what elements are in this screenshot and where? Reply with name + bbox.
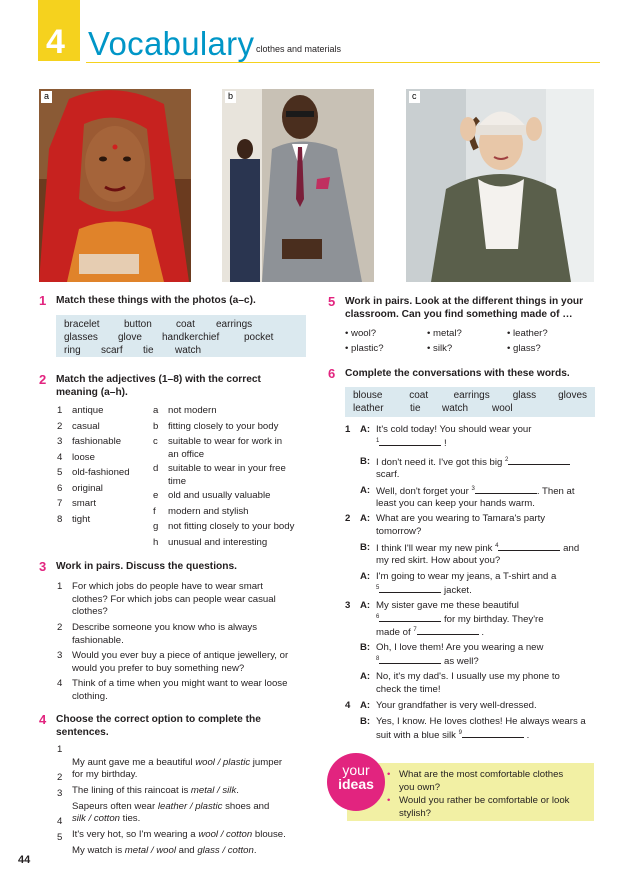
word-row (64, 344, 298, 357)
line: No, it's my dad's. I usually use my phone to (376, 671, 560, 682)
sentence-text: and (175, 844, 198, 856)
speaker-a: A: (360, 700, 371, 711)
page-title: Vocabulary (88, 25, 255, 62)
line: I'm going to wear my jeans, a T-shirt and a (376, 571, 557, 582)
answer-gap[interactable] (379, 437, 441, 446)
gap-number: 2 (505, 456, 509, 463)
question (72, 678, 287, 703)
gap-number: 7 (413, 626, 417, 633)
bullet-icon: • (427, 328, 431, 339)
meaning: suitable to wear in your free (168, 463, 286, 474)
exercise-number: 3 (39, 559, 47, 574)
option-choice: metal / wool (124, 844, 176, 856)
line: Yes, I know. He loves clothes! He always wears a (376, 716, 586, 727)
line-text: as well? (441, 656, 479, 667)
gap-number: 5 (376, 584, 380, 591)
question-line: Would you rather be comfortable or look (399, 795, 570, 806)
instruction-line: Match the adjectives (1–8) with the correct (56, 374, 261, 385)
word-row (64, 331, 298, 344)
word-box-6 (345, 387, 595, 417)
word: scarf (101, 345, 123, 356)
woman-red-scarf-photo (39, 89, 191, 282)
adjective: casual (72, 421, 100, 432)
option-choice: silk / cotton (72, 813, 120, 825)
sentence-text: The lining of this raincoat is (72, 784, 191, 796)
line (376, 456, 570, 470)
speaker-b: B: (360, 716, 371, 727)
line (376, 655, 479, 669)
speaker-b: B: (360, 642, 371, 653)
item-letter: d (153, 463, 159, 474)
bullet-icon: • (345, 343, 349, 354)
sentence-text: My watch is (72, 844, 125, 856)
word: button (124, 319, 152, 330)
sentence (72, 785, 239, 798)
item-number: 2 (57, 622, 63, 633)
item-number: 4 (57, 452, 63, 463)
item-letter: c (153, 436, 158, 447)
gap-number: 4 (495, 542, 499, 549)
item-letter: f (153, 506, 156, 517)
speaker-a: A: (360, 600, 371, 611)
woman-winter-hat-photo (406, 89, 594, 282)
item-number: 6 (57, 483, 63, 494)
word: blouse (353, 390, 383, 401)
line (376, 613, 544, 627)
item-number: 7 (57, 498, 63, 509)
adjective: smart (72, 498, 96, 509)
line-text: Well, don't forget your (376, 486, 472, 497)
item-number: 4 (57, 816, 63, 827)
item-number: 1 (57, 405, 63, 416)
exercise-number: 5 (328, 294, 336, 309)
unit-number: 4 (46, 23, 65, 61)
line-text: . (478, 627, 485, 638)
speaker-a: A: (360, 571, 371, 582)
line: Your grandfather is very well-dressed. (376, 700, 537, 711)
exercise-instruction: Work in pairs. Discuss the questions. (56, 561, 237, 572)
material: plastic? (351, 343, 384, 354)
word: ring (64, 345, 81, 356)
word: watch (442, 403, 469, 414)
badge-line: ideas (338, 776, 374, 792)
line: Oh, I love them! Are you wearing a new (376, 642, 544, 653)
instruction-line: meaning (a–h). (56, 387, 128, 399)
question-line: would you prefer to buy something new? (72, 662, 245, 674)
line (376, 485, 575, 499)
word: coat (176, 319, 195, 330)
answer-gap[interactable] (417, 626, 479, 635)
line-text: suit with a blue silk (376, 730, 459, 741)
word: earrings (453, 390, 490, 401)
exercise-instruction: Match these things with the photos (a–c). (56, 295, 256, 306)
bullet-icon: • (427, 343, 431, 354)
line-text: for my birthday. They're (441, 614, 544, 625)
exercise-number: 4 (39, 712, 47, 727)
sentence-text: blouse. (252, 828, 286, 840)
question-text (399, 795, 569, 820)
question (72, 650, 288, 675)
answer-gap[interactable] (379, 584, 441, 593)
photo-c-letter: c (409, 91, 420, 103)
conversation-number: 2 (345, 513, 351, 524)
word: tie (410, 403, 421, 414)
exercise-number: 1 (39, 293, 47, 308)
instruction-line: Work in pairs. Look at the different things in your (345, 296, 584, 307)
conversation-number: 1 (345, 424, 351, 435)
sentence-text: ties. (120, 813, 141, 825)
word: glass (512, 390, 537, 401)
sentence-text: Sapeurs often wear (72, 800, 158, 812)
meaning: unusual and interesting (168, 537, 268, 548)
question-line: clothes? (72, 606, 108, 618)
material: glass? (513, 343, 541, 354)
speaker-a: A: (360, 424, 371, 435)
exercise-instruction (56, 713, 261, 740)
your-ideas-badge (327, 753, 385, 811)
adjective: fashionable (72, 436, 122, 447)
gap-number: 8 (376, 655, 380, 662)
adjective: antique (72, 405, 104, 416)
page-subtitle: clothes and materials (256, 44, 342, 54)
sentence-text: . (236, 784, 239, 796)
word: handkerchief (162, 332, 220, 343)
line (376, 542, 579, 556)
material: metal? (433, 328, 462, 339)
meaning-cont: an office (168, 449, 205, 460)
line-text: I don't need it. I've got this big (376, 457, 505, 468)
page-number: 44 (18, 854, 31, 866)
instruction-line: Choose the correct option to complete the (56, 714, 261, 725)
item-number: 4 (57, 678, 63, 689)
option-choice: glass / cotton (197, 844, 254, 856)
line-text: jacket. (441, 585, 472, 596)
conversation-number: 4 (345, 700, 351, 711)
adjective: loose (72, 452, 95, 463)
item-number: 8 (57, 514, 63, 525)
item-number: 1 (57, 744, 63, 755)
bullet-icon: • (507, 343, 511, 354)
word: bracelet (64, 319, 100, 330)
gap-number: 6 (376, 613, 380, 620)
word: tie (143, 345, 154, 356)
meaning: not modern (168, 405, 217, 416)
word: wool (492, 403, 513, 414)
item-letter: e (153, 490, 159, 501)
header-rule (86, 62, 600, 63)
idea-question (387, 795, 570, 819)
exercise-instruction: Complete the conversations with these words. (345, 368, 570, 379)
line-text: ! (441, 438, 447, 449)
exercise-instruction (345, 295, 583, 322)
question-line: What are the most comfortable clothes (399, 769, 564, 780)
item-number: 3 (57, 650, 63, 661)
word-row (353, 389, 587, 402)
bullet-icon: • (387, 769, 391, 780)
answer-gap[interactable] (475, 485, 537, 494)
gap-number: 9 (458, 729, 462, 736)
line-text: . (524, 730, 530, 741)
word: earrings (216, 319, 253, 330)
item-letter: b (153, 421, 159, 432)
sentence (72, 801, 269, 826)
bullet-icon: • (387, 795, 391, 806)
line-text: and (560, 543, 580, 554)
line-text: made of (376, 627, 414, 638)
question-line: clothes? For which jobs can people wear casual (72, 593, 276, 605)
line: check the time! (376, 684, 441, 695)
speaker-b: B: (360, 542, 371, 553)
line: my red skirt. How about you? (376, 555, 501, 566)
line: scarf. (376, 469, 400, 480)
item-number: 5 (57, 832, 63, 843)
line (376, 626, 484, 640)
answer-gap[interactable] (498, 542, 560, 551)
photo-b-letter: b (225, 91, 236, 103)
word: coat (409, 390, 429, 401)
question-text (399, 769, 563, 794)
sentence-text: shoes and (222, 800, 270, 812)
exercise-instruction (56, 373, 261, 400)
exercise-number: 6 (328, 366, 336, 381)
badge-line: your (342, 762, 370, 778)
meaning: suitable to wear for work in (168, 436, 283, 447)
sentence-text: jumper (250, 756, 283, 768)
answer-gap[interactable] (508, 456, 570, 465)
question (72, 622, 257, 647)
meaning: modern and stylish (168, 506, 249, 517)
question-line: Describe someone you know who is always (72, 622, 258, 633)
material: wool? (351, 328, 377, 339)
gap-number: 3 (471, 485, 475, 492)
word: glove (118, 332, 142, 343)
meaning: fitting closely to your body (168, 421, 279, 432)
word: leather (353, 403, 384, 414)
word-box-1 (56, 315, 306, 357)
option-choice: metal / silk (190, 784, 237, 796)
word: glasses (64, 332, 98, 343)
line: My sister gave me these beautiful (376, 600, 519, 611)
meaning: old and usually valuable (168, 490, 271, 501)
line (376, 437, 447, 451)
question-line: Think of a time when you might want to wear loose (72, 678, 288, 689)
item-number: 5 (57, 467, 63, 478)
meaning: not fitting closely to your body (168, 521, 295, 532)
sentence-text: . (253, 844, 257, 856)
line: least you can keep your hands warm. (376, 498, 535, 509)
line (376, 729, 529, 743)
answer-gap[interactable] (379, 613, 441, 622)
option-choice: leather / plastic (157, 800, 223, 812)
sentence (72, 829, 286, 842)
answer-gap[interactable] (379, 655, 441, 664)
item-number: 1 (57, 581, 63, 592)
item-letter: g (153, 521, 159, 532)
question-line: you own? (399, 781, 441, 793)
question-line: Would you ever buy a piece of antique jewellery, or (72, 650, 289, 661)
speaker-a: A: (360, 513, 371, 524)
word-row (353, 402, 587, 415)
instruction-line: sentences. (56, 727, 109, 739)
photo-a-letter: a (41, 91, 52, 103)
line (376, 584, 472, 598)
line-text: . Then at (536, 486, 575, 497)
word-row (64, 318, 298, 331)
option-choice: wool / plastic (195, 756, 251, 768)
item-number: 3 (57, 436, 63, 447)
line: What are you wearing to Tamara's party (376, 513, 546, 524)
material: leather? (513, 328, 548, 339)
sentence (72, 757, 282, 782)
instruction-line: classroom. Can you find something made of … (345, 309, 573, 321)
question-line: fashionable. (72, 634, 124, 646)
material: silk? (433, 343, 453, 354)
speaker-a: A: (360, 485, 371, 496)
bullet-icon: • (345, 328, 349, 339)
word: watch (175, 345, 202, 356)
sentence (72, 845, 257, 858)
question-line: For which jobs do people have to wear smart (72, 581, 263, 592)
item-letter: a (153, 405, 159, 416)
item-number: 3 (57, 788, 63, 799)
line: It's cold today! You should wear your (376, 424, 532, 435)
item-letter: h (153, 537, 159, 548)
line-text: I think I'll wear my new pink (376, 543, 496, 554)
sentence-text: It's very hot, so I'm wearing a (72, 828, 199, 840)
adjective: original (72, 483, 103, 494)
idea-question (387, 769, 564, 793)
question-line: clothing. (72, 690, 108, 702)
option-choice: wool / cotton (198, 828, 253, 840)
answer-gap[interactable] (462, 729, 524, 738)
speaker-a: A: (360, 671, 371, 682)
speaker-b: B: (360, 456, 371, 467)
item-number: 2 (57, 421, 63, 432)
question-line: stylish? (399, 807, 431, 819)
conversation-number: 3 (345, 600, 351, 611)
man-suit-photo (222, 89, 374, 282)
question (72, 581, 276, 619)
exercise-number: 2 (39, 372, 47, 387)
bullet-icon: • (507, 328, 511, 339)
gap-number: 1 (376, 437, 380, 444)
line: tomorrow? (376, 526, 422, 537)
adjective: tight (72, 514, 91, 525)
sentence-text: My aunt gave me a beautiful (72, 756, 196, 768)
adjective: old-fashioned (72, 467, 130, 478)
word: gloves (558, 390, 587, 401)
meaning-cont: time (168, 476, 187, 487)
item-number: 2 (57, 772, 63, 783)
word: pocket (244, 332, 274, 343)
sentence-text: for my birthday. (72, 769, 138, 781)
